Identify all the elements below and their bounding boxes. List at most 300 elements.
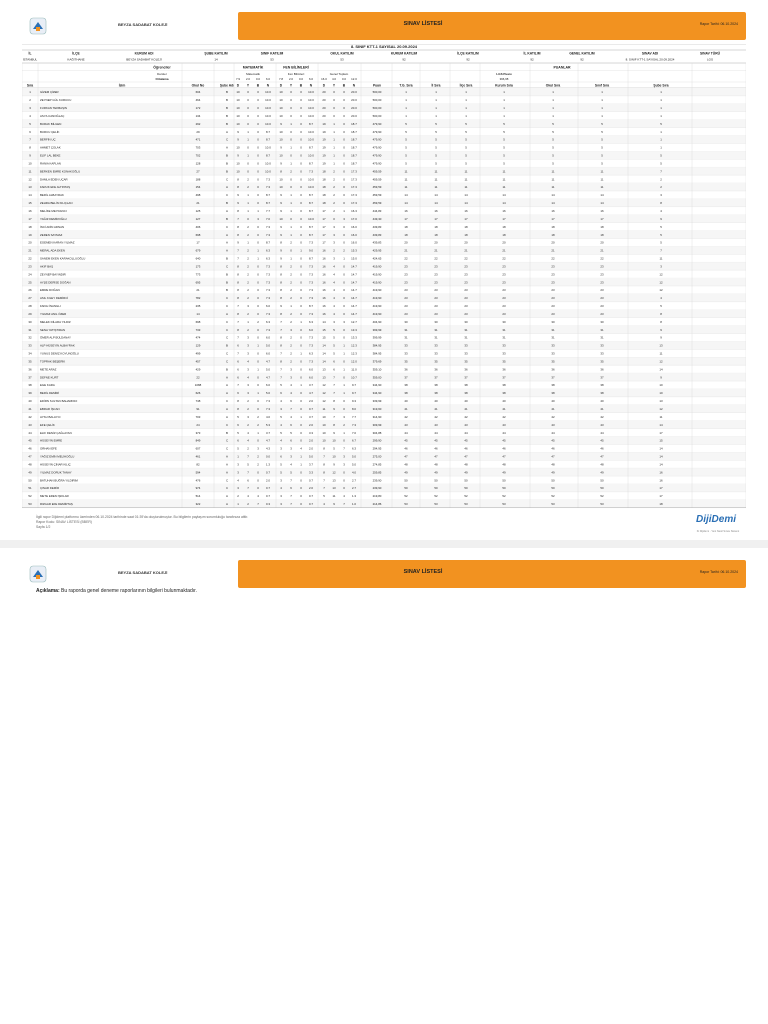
cell-value: 2 (237, 494, 239, 499)
cell-value: 0.7 (308, 407, 314, 411)
cell-value: 7 (237, 319, 239, 324)
cell-value: 42 (600, 414, 604, 419)
cell-value: 1 (343, 430, 345, 435)
cell-value: 0 (257, 161, 259, 166)
cell-value: 33 (464, 351, 468, 356)
cell-value: 239,90 (372, 478, 382, 483)
cell-value: 23 (502, 304, 506, 309)
cell-value: 2.0 (265, 478, 271, 483)
cell-value: 5 (435, 121, 437, 126)
cell-value: 0.3 (265, 502, 271, 507)
cell-value: 8 (237, 327, 239, 332)
cell-value: 1 (333, 121, 335, 126)
cell-value: 5 (503, 129, 505, 134)
cell-value: 20.0 (351, 98, 357, 103)
cell-value: 2 (660, 185, 662, 190)
cell-value: 5 (601, 145, 603, 150)
averages-label: Ortalama (155, 77, 169, 81)
cell-value: 44 (551, 430, 555, 435)
brand-slogan: Ki Dijidemi · Yeni Nesil Sınav Sistemi (696, 530, 740, 533)
student-name: ASYA CANOĞLAÇ (40, 113, 65, 118)
cell-value: 10 (236, 90, 240, 95)
cell-value: 0 (290, 129, 292, 134)
cell-value: 304,88 (372, 430, 382, 435)
cell-value: A (226, 407, 228, 411)
cell-value: 0 (247, 121, 249, 126)
cell-value: 4 (247, 359, 249, 364)
cell-value: 0 (343, 240, 345, 245)
cell-value: 3 (247, 343, 249, 348)
cell-value: 604 (195, 90, 201, 95)
cell-value: 1 (552, 90, 554, 95)
cell-value: 43 (551, 422, 555, 427)
cell-value: 0 (343, 106, 345, 111)
cell-value: 11 (659, 256, 663, 261)
cell-value: 6.0 (308, 375, 314, 380)
cell-value: 48 (502, 462, 506, 467)
cell-value: 2 (247, 296, 249, 301)
cell-value: 33 (404, 343, 408, 348)
cell-value: 0 (300, 137, 302, 142)
row-band (22, 151, 746, 159)
row-band (22, 183, 746, 191)
cell-value: 22 (434, 256, 438, 261)
cell-value: 23 (600, 311, 604, 316)
cell-value: 0 (343, 113, 345, 118)
cell-value: 31 (434, 327, 438, 332)
cell-value: 22 (196, 375, 200, 380)
cell-value: 47 (502, 454, 506, 459)
cell-value: 8.7 (265, 193, 271, 198)
cell-value: 23 (551, 296, 555, 301)
cell-value: 5 (333, 343, 335, 348)
cell-value: 3 (237, 470, 239, 475)
cell-value: 8 (237, 177, 239, 182)
brand-logo (688, 512, 748, 536)
cell-value: A (226, 462, 228, 467)
cell-value: 45 (28, 438, 32, 443)
cell-value: 0 (257, 145, 259, 150)
cell-value: A (226, 248, 228, 253)
cell-value: 4 (343, 494, 345, 499)
cell-value: 1 (290, 145, 292, 150)
cell-value: 5.3 (265, 422, 271, 427)
student-name: AYSU BALAYCI (40, 414, 61, 419)
cell-value: 9 (280, 232, 282, 237)
average-value: 12.0 (351, 77, 357, 81)
cell-value: 5.0 (265, 367, 271, 372)
cell-value: 30 (28, 319, 32, 324)
cell-value: 1 (435, 113, 437, 118)
cell-value: 2 (290, 335, 292, 340)
cell-value: 11 (434, 169, 438, 174)
cell-value: 46 (502, 446, 506, 451)
cell-value: 7.3 (265, 264, 271, 269)
cell-value: 17 (502, 216, 506, 221)
cell-value: 42 (551, 414, 555, 419)
cell-value: 30 (502, 319, 506, 324)
column-header: Y (289, 83, 293, 88)
cell-value: 424,65 (372, 256, 382, 261)
cell-value: 36 (434, 367, 438, 372)
cell-value: 5 (405, 129, 407, 134)
cell-value: 18 (434, 224, 438, 229)
cell-value: 20.0 (351, 106, 357, 111)
cell-value: 6 (290, 438, 292, 443)
cell-value: 0 (300, 288, 302, 293)
cell-value: 13 (659, 343, 663, 348)
cell-value: 8.7 (265, 201, 271, 206)
cell-value: 8.7 (308, 121, 314, 126)
student-name: BERKEN EMRE KONAKOĞLU (40, 169, 81, 174)
cell-value: 0 (300, 256, 302, 261)
cell-value: 3 (280, 446, 282, 451)
info-header: İLÇE (72, 51, 80, 56)
cell-value: 4.0 (351, 470, 357, 475)
cell-value: 1 (290, 193, 292, 198)
cell-value: 47 (551, 454, 555, 459)
cell-value: 31 (28, 327, 32, 332)
cell-value: 8.7 (308, 201, 314, 206)
cell-value: 0 (257, 90, 259, 95)
cell-value: 29 (28, 311, 32, 316)
cell-value: 5 (333, 351, 335, 356)
cell-value: 13 (659, 399, 663, 404)
cell-value: 17.3 (351, 177, 357, 182)
cell-value: 7.3 (265, 185, 271, 190)
student-name: ZEYNEP BAYINDIR (40, 272, 66, 277)
cell-value: 640 (195, 256, 201, 261)
cell-value: 0 (343, 137, 345, 142)
cell-value: 7 (280, 351, 282, 356)
cell-value: 46 (404, 446, 408, 451)
cell-value: 3 (343, 216, 345, 221)
cell-value: 0 (343, 327, 345, 332)
cell-value: 91 (196, 407, 200, 411)
cell-value: 34 (28, 351, 32, 356)
cell-value: 0 (343, 304, 345, 309)
cell-value: 7.3 (308, 264, 314, 269)
cell-value: 18 (502, 232, 506, 237)
cell-value: 773 (195, 272, 201, 277)
cell-value: 0 (343, 224, 345, 229)
cell-value: 3 (29, 106, 31, 111)
cell-value: 23 (551, 304, 555, 309)
cell-value: 51 (28, 486, 32, 491)
cell-value: 5 (323, 494, 325, 499)
cell-value: 429 (195, 367, 201, 372)
cell-value: A (226, 470, 228, 475)
cell-value: 7 (237, 216, 239, 221)
row-band (22, 389, 746, 397)
cell-value: 6 (290, 399, 292, 404)
cell-value: 0 (257, 113, 259, 118)
cell-value: 17 (28, 216, 32, 221)
cell-value: 0 (257, 177, 259, 182)
cell-value: 22 (502, 256, 506, 261)
cell-value: 14 (404, 193, 408, 198)
cell-value: 10.0 (308, 98, 314, 103)
cell-value: 1 (29, 90, 31, 95)
cell-value: 373 (195, 430, 201, 435)
cell-value: 33 (600, 351, 604, 356)
cell-value: 7 (237, 256, 239, 261)
cell-value: 3.7 (265, 430, 271, 435)
cell-value: 9 (660, 335, 662, 340)
average-value: 6.0 (265, 77, 271, 81)
cell-value: 18 (659, 502, 663, 507)
cell-value: 9.7 (351, 391, 357, 396)
cell-value: 10 (236, 121, 240, 126)
cell-value: 7.7 (351, 414, 357, 419)
row-band (22, 373, 746, 381)
cell-value: 42 (404, 414, 408, 419)
cell-value: B (226, 272, 228, 277)
cell-value: 1 (300, 248, 302, 253)
cell-value: 8 (333, 399, 335, 404)
cell-value: 17 (322, 209, 326, 213)
cell-value: 419,90 (372, 296, 382, 301)
student-name: YILMAZ ANIL ÖZER (40, 311, 67, 316)
cell-value: 7 (323, 454, 325, 459)
cell-value: 44 (600, 430, 604, 435)
cell-value: 0 (247, 90, 249, 95)
cell-value: B (226, 161, 228, 166)
cell-value: 10.0 (265, 90, 271, 95)
cell-value: 16 (404, 209, 408, 213)
cell-value: 2 (333, 201, 335, 206)
cell-value: 31 (600, 335, 604, 340)
cell-value: 53 (502, 502, 506, 507)
cell-value: A (226, 232, 228, 237)
cell-value: 2 (290, 169, 292, 174)
column-header: İsim (118, 83, 126, 88)
cell-value: 479,90 (372, 129, 382, 134)
cell-value: 5 (552, 161, 554, 166)
cell-value: 0 (257, 240, 259, 245)
cell-value: 7 (660, 248, 662, 253)
cell-value: 3 (280, 494, 282, 499)
cell-value: 419,90 (372, 280, 382, 285)
cell-value: 3 (280, 407, 282, 411)
cell-value: 36 (551, 367, 555, 372)
cell-value: 2 (247, 177, 249, 182)
cell-value: 0 (300, 343, 302, 348)
cell-value: 4 (333, 288, 335, 293)
cell-value: 10.0 (265, 121, 271, 126)
cell-value: 14 (322, 319, 326, 324)
student-name: TOPRAK BEŞERİK (40, 359, 66, 364)
group-mat-sub: Matematik (246, 72, 260, 76)
cell-value: 23 (434, 264, 438, 269)
cell-value: 5 (435, 137, 437, 142)
explanation (36, 588, 197, 594)
cell-value: 17 (322, 224, 326, 229)
cell-value: 52 (464, 494, 468, 499)
cell-value: 47 (434, 454, 438, 459)
column-header: İlçe Sıra (459, 83, 473, 88)
cell-value: 38 (28, 383, 32, 388)
cell-value: 4.7 (265, 438, 271, 443)
cell-value: 0 (290, 106, 292, 111)
student-name: ORHAN EFE (40, 446, 57, 451)
cell-value: 21 (502, 248, 506, 253)
cell-value: 5 (503, 145, 505, 150)
cell-value: 50 (404, 478, 408, 483)
cell-value: 0 (247, 169, 249, 174)
cell-value: 11 (464, 185, 468, 190)
cell-value: 698 (195, 319, 201, 324)
cell-value: 11 (600, 185, 604, 190)
info-value: 92 (580, 57, 584, 62)
cell-value: 1088 (194, 383, 202, 388)
cell-value: 4 (290, 391, 292, 396)
cell-value: 0 (343, 486, 345, 491)
cell-value: 471 (195, 137, 201, 142)
cell-value: 359,00 (372, 375, 382, 380)
cell-value: 11 (551, 177, 555, 182)
cell-value: 0.0 (265, 454, 271, 459)
cell-value: 0 (257, 296, 259, 301)
cell-value: 82 (196, 462, 200, 467)
cell-value: 10 (322, 430, 326, 435)
cell-value: 8 (237, 288, 239, 293)
cell-value: 7.3 (308, 272, 314, 277)
cell-value: 8 (280, 288, 282, 293)
cell-value: 399,99 (372, 327, 382, 332)
cell-value: 19 (322, 121, 326, 126)
cell-value: B (226, 280, 228, 285)
cell-value: C (225, 304, 229, 309)
cell-value: 698 (195, 232, 201, 237)
cell-value: 0 (290, 248, 292, 253)
cell-value: 294,95 (372, 446, 382, 451)
cell-value: C (225, 422, 229, 427)
cell-value: 4 (290, 462, 292, 467)
cell-value: 1 (257, 343, 259, 348)
cell-value: 0 (300, 399, 302, 404)
student-name: ÇINAR DEMİR (40, 486, 60, 491)
cell-value: 8 (323, 446, 325, 451)
cell-value: 16 (464, 209, 468, 213)
cell-value: 12.3 (351, 351, 357, 356)
cell-value: 14.7 (351, 264, 357, 269)
cell-value: 2 (257, 414, 259, 419)
cell-value: 1 (247, 153, 249, 158)
cell-value: 33 (502, 351, 506, 356)
cell-value: 10.0 (308, 216, 314, 221)
cell-value: C (225, 359, 229, 364)
cell-value: C (225, 478, 229, 483)
cell-value: 0.7 (308, 494, 314, 499)
cell-value: 23 (600, 288, 604, 293)
cell-value: 45 (600, 438, 604, 443)
cell-value: B (226, 430, 228, 435)
info-value: 14 (214, 57, 218, 62)
cell-value: 10 (279, 185, 283, 190)
cell-value: 37 (434, 375, 438, 380)
cell-value: 16.0 (351, 224, 357, 229)
cell-value: 7.3 (265, 407, 271, 411)
cell-value: 14 (659, 454, 663, 459)
cell-value: 3 (333, 232, 335, 237)
cell-value: 2 (257, 319, 259, 324)
cell-value: 0 (257, 311, 259, 316)
cell-value: 9 (660, 216, 662, 221)
cell-value: 384,95 (372, 343, 382, 348)
cell-value: 439,83 (372, 240, 382, 245)
cell-value: 8.7 (308, 256, 314, 261)
cell-value: 419,90 (372, 304, 382, 309)
cell-value: 8 (333, 422, 335, 427)
cell-value: 19 (322, 137, 326, 142)
cell-value: 1.3 (265, 462, 271, 467)
cell-value: 703 (195, 414, 201, 419)
cell-value: 23 (502, 296, 506, 301)
cell-value: 37 (600, 375, 604, 380)
cell-value: 8 (280, 240, 282, 245)
cell-value: 38 (502, 383, 506, 388)
student-name: DAMLA EDEN UÇAR (40, 177, 68, 182)
cell-value: 5 (333, 446, 335, 451)
cell-value: 21 (434, 248, 438, 253)
cell-value: 16 (659, 478, 663, 483)
cell-value: 45 (404, 438, 408, 443)
cell-value: 0 (343, 470, 345, 475)
cell-value: 9 (333, 407, 335, 411)
cell-value: 4 (333, 272, 335, 277)
cell-value: 8.7 (265, 240, 271, 245)
cell-value: 0 (300, 470, 302, 475)
cell-value: 38 (551, 383, 555, 388)
cell-value: 14 (464, 193, 468, 198)
cell-value: 419,90 (372, 288, 382, 293)
cell-value: 1 (333, 145, 335, 150)
cell-value: 1 (552, 98, 554, 103)
cell-value: 49 (600, 470, 604, 475)
cell-value: 46 (600, 446, 604, 451)
cell-value: 474 (195, 335, 201, 340)
cell-value: 14 (404, 201, 408, 206)
report-date: Rapor Tarihi: 06.10.2024 (699, 570, 738, 574)
cell-value: 14 (502, 193, 506, 198)
cell-value: 399,99 (372, 335, 382, 340)
cell-value: 53 (28, 502, 32, 507)
cell-value: 5 (601, 129, 603, 134)
cell-value: 31 (502, 335, 506, 340)
cell-value: 8.7 (265, 137, 271, 142)
cell-value: 7 (333, 375, 335, 380)
cell-value: 0 (290, 90, 292, 95)
cell-value: 10.0 (308, 90, 314, 95)
cell-value: 172 (195, 106, 201, 111)
cell-value: 45 (434, 438, 438, 443)
cell-value: 8 (280, 343, 282, 348)
cell-value: 4 (237, 478, 239, 483)
cell-value: 2 (290, 264, 292, 269)
cell-value: 6.7 (351, 438, 357, 443)
cell-value: 1 (405, 113, 407, 118)
cell-value: 1 (465, 98, 467, 103)
cell-value: 48 (434, 462, 438, 467)
average-value: 0.0 (298, 77, 304, 81)
cell-value: 31 (551, 335, 555, 340)
cell-value: 0 (343, 201, 345, 206)
cell-value: 35 (551, 359, 555, 364)
cell-value: 12 (659, 407, 663, 411)
cell-value: B (226, 106, 228, 111)
cell-value: 6.0 (265, 383, 271, 388)
